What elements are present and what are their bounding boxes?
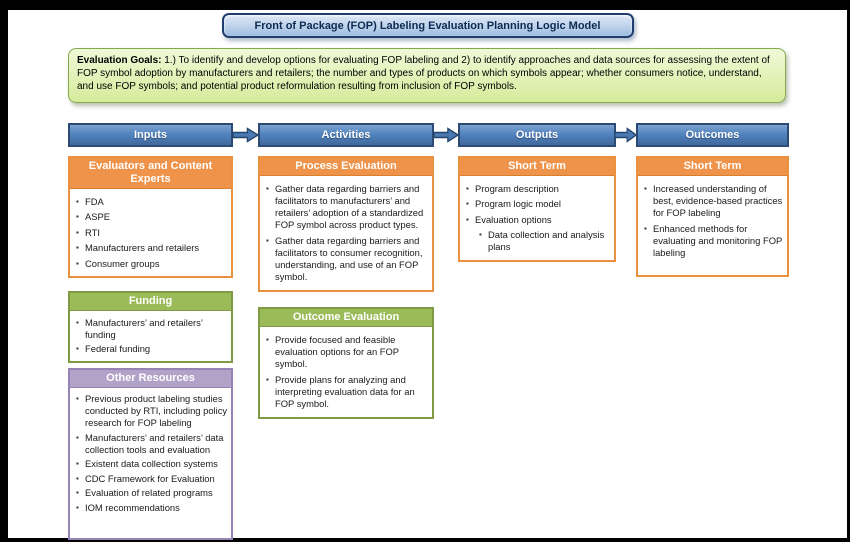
logic-model-page [8,10,847,538]
box-body [70,311,231,361]
bullet-subitem: ▪ Data collection and analysis plans [476,229,612,253]
column-header-outcomes: Outcomes [636,123,789,147]
box-inputs-evaluators-and-content-experts [68,156,233,278]
box-header-short-term: Short Term [460,158,614,176]
evaluation-goals-text: 1.) To identify and develop options for evaluating FOP labeling and 2) to identify approaches and data sources for assessing the extent of FOP symbol adoption by manufacturers and retailers; the number and types of products on which symbols appear; whether consumers notice, understand, and use FOP symbols; and potential product reformulation resulting from inclusion of FOP symbols. [77,55,770,92]
bullet-item: ▪ Program logic model [463,198,612,210]
box-header-funding: Funding [70,293,231,311]
bullet-item: ▪ Gather data regarding barriers and facilitators to manufacturers’ and retailers’ adoption of a standardized FOP symbol across product types. [263,183,430,231]
column-outputs-boxes [458,156,616,262]
column-header-inputs: Inputs [68,123,233,147]
column-inputs-boxes [68,156,233,540]
column-header-outputs: Outputs [458,123,616,147]
box-activities-outcome-evaluation [258,307,434,419]
column-inputs [68,123,233,540]
column-outputs [458,123,616,262]
bullet-item: ▪ Previous product labeling studies conducted by RTI, including policy research for FOP labeling [73,393,229,429]
box-body [260,176,432,290]
bullet-list [463,183,612,254]
bullet-list [263,183,430,283]
box-body [70,189,231,276]
box-header-other-resources: Other Resources [70,370,231,388]
column-activities-boxes [258,156,434,419]
bullet-item: ▪ ASPE [73,211,229,223]
bullet-list [73,196,229,270]
bullet-item: ▪ CDC Framework for Evaluation [73,473,229,485]
bullet-item: ▪ Evaluation options [463,214,612,226]
box-header-evaluators-and-content-experts: Evaluators and Content Experts [70,158,231,189]
bullet-item: ▪ Provide plans for analyzing and interpreting evaluation data for an FOP symbol. [263,374,430,410]
bullet-item: ▪ Provide focused and feasible evaluation options for an FOP symbol. [263,334,430,370]
column-outcomes [636,123,789,277]
bullet-item: ▪ FDA [73,196,229,208]
bullet-item: ▪ RTI [73,227,229,239]
column-header-activities: Activities [258,123,434,147]
bullet-item: ▪ Enhanced methods for evaluating and monitoring FOP labeling [641,223,785,259]
bullet-item: ▪ Consumer groups [73,258,229,270]
flow-arrow-icon [232,127,259,143]
column-outcomes-boxes [636,156,789,277]
title-banner [222,13,634,38]
bullet-list [263,334,430,410]
evaluation-goals-box [68,48,786,103]
bullet-item: ▪ Federal funding [73,343,229,355]
bullet-item: ▪ Existent data collection systems [73,458,229,470]
bullet-item: ▪ Evaluation of related programs [73,487,229,499]
box-inputs-funding [68,291,233,363]
box-body [260,327,432,417]
bullet-item: ▪ Gather data regarding barriers and facilitators to consumer recognition, understanding, and use of an FOP symbol. [263,235,430,283]
column-activities [258,123,434,419]
box-body [460,176,614,260]
box-header-outcome-evaluation: Outcome Evaluation [260,309,432,327]
box-header-process-evaluation: Process Evaluation [260,158,432,176]
flow-arrow-icon [433,127,459,143]
bullet-item: ▪ Program description [463,183,612,195]
bullet-item: ▪ IOM recommendations [73,502,229,514]
page-title: Front of Package (FOP) Labeling Evaluation Planning Logic Model [254,19,601,32]
box-activities-process-evaluation [258,156,434,292]
evaluation-goals-label: Evaluation Goals: [77,55,162,66]
box-body [638,176,787,266]
flow-arrow-icon [614,127,637,143]
bullet-list [73,393,229,514]
box-body [70,388,231,520]
box-inputs-other-resources [68,368,233,540]
bullet-item: ▪ Manufacturers’ and retailers’ funding [73,317,229,341]
bullet-item: ▪ Manufacturers’ and retailers’ data collection tools and evaluation [73,432,229,456]
bullet-item: ▪ Increased understanding of best, evidence-based practices for FOP labeling [641,183,785,219]
box-outputs-short-term [458,156,616,262]
box-outcomes-short-term [636,156,789,277]
bullet-item: ▪ Manufacturers and retailers [73,242,229,254]
box-header-short-term: Short Term [638,158,787,176]
bullet-list [641,183,785,259]
bullet-list [73,317,229,356]
